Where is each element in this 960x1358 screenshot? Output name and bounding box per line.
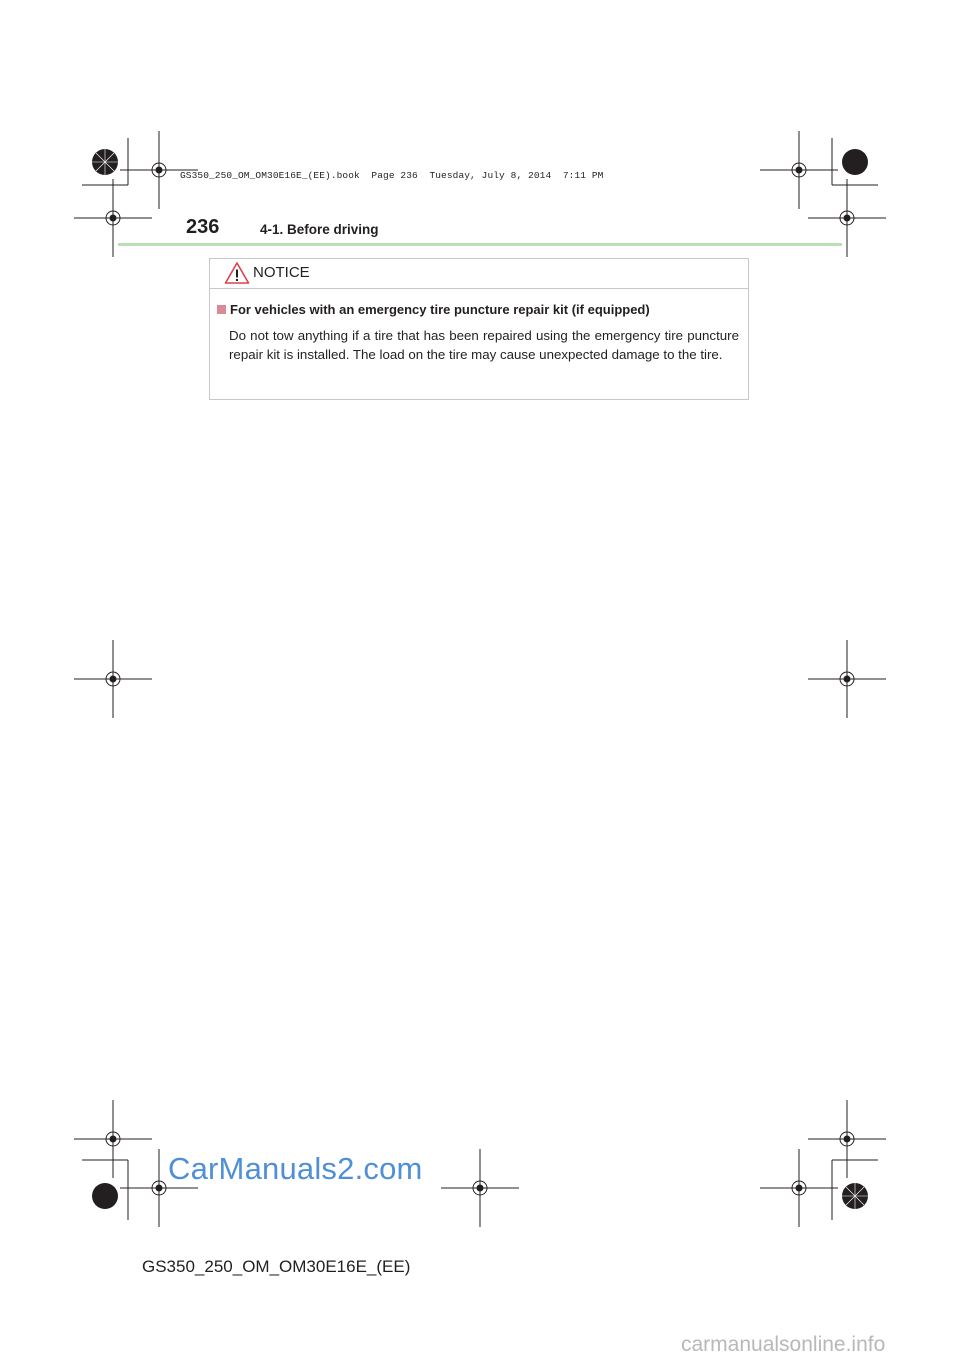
book-info: GS350_250_OM_OM30E16E_(EE).book Page 236 Tuesday, July 8, 2014 7:11 PM xyxy=(180,170,604,181)
crosshair-registration-icon xyxy=(74,1100,152,1178)
crosshair-registration-icon xyxy=(808,640,886,718)
site-watermark[interactable]: carmanualsonline.info xyxy=(681,1333,886,1356)
starburst-registration-icon xyxy=(842,1183,868,1209)
section-title: 4-1. Before driving xyxy=(260,222,379,237)
document-code: GS350_250_OM_OM30E16E_(EE) xyxy=(142,1257,411,1276)
starburst-registration-icon xyxy=(92,1183,118,1209)
crosshair-registration-icon xyxy=(808,1100,886,1178)
crosshair-registration-icon xyxy=(760,1149,838,1227)
carmanuals-watermark[interactable]: CarManuals2.com xyxy=(168,1151,423,1186)
header-rule xyxy=(118,243,842,246)
page-number: 236 xyxy=(186,216,220,238)
crosshair-registration-icon xyxy=(441,1149,519,1227)
starburst-registration-icon xyxy=(842,149,868,175)
notice-box xyxy=(209,258,749,400)
notice-item-title-text: For vehicles with an emergency tire puncture repair kit (if equipped) xyxy=(230,302,650,317)
crosshair-registration-icon xyxy=(760,131,838,209)
notice-header xyxy=(210,259,748,289)
warning-triangle-icon xyxy=(224,261,250,285)
notice-label: NOTICE xyxy=(253,264,310,281)
bullet-square-icon xyxy=(217,305,226,314)
notice-item-title xyxy=(217,302,650,317)
crosshair-registration-icon xyxy=(74,640,152,718)
starburst-registration-icon xyxy=(92,149,118,175)
notice-item-body: Do not tow anything if a tire that has been repaired using the emergency tire puncture repair kit is installed. The load on the tire may cause unexpected damage to the tire. xyxy=(229,328,739,363)
